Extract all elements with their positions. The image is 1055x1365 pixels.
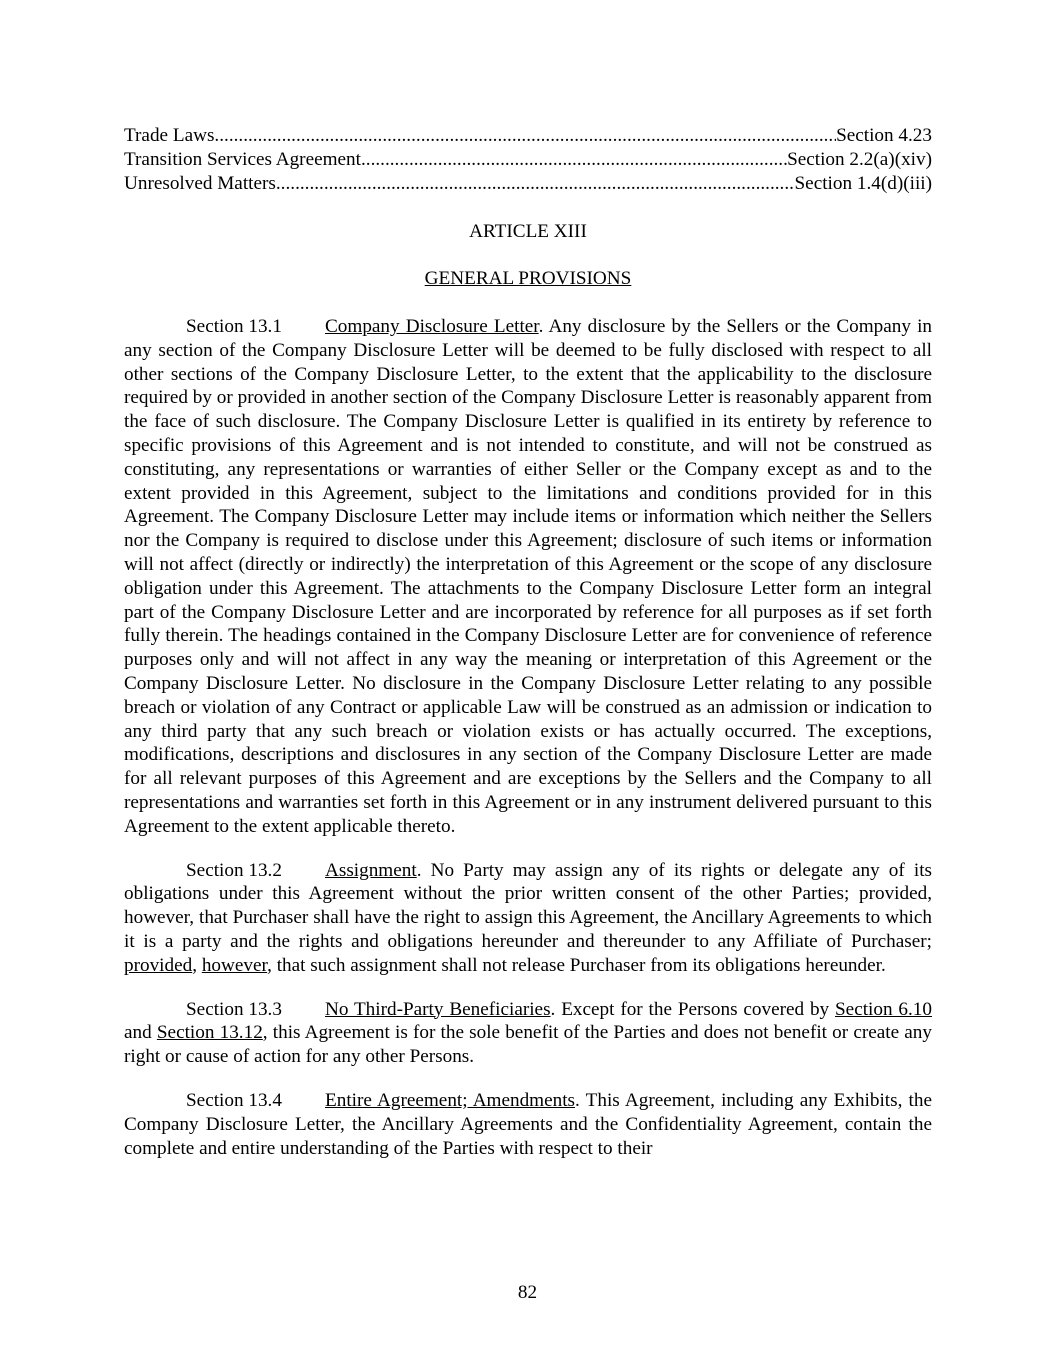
toc-term: Transition Services Agreement bbox=[124, 149, 361, 170]
section-13-2 bbox=[124, 859, 932, 978]
provided-term: provided bbox=[124, 954, 193, 976]
section-body: . Any disclosure by the Sellers or the Company in any section of the Company Disclosure Letter will be deemed to be fully disclosed with respect to all other sections of the Company Disclosure Letter, to the extent that the applicability to the disclosure required by or provided in another section of the Company Disclosure Letter is reasonably apparent from the face of such disclosure. The Company Disclosure Letter is qualified in its entirety by reference to specific provisions of this Agreement and is not intended to constitute, and will not be construed as constituting, any representations or warranties of either Seller or the Company except as and to the extent provided in this Agreement, subject to the limitations and conditions provided for in this Agreement. The Company Disclosure Letter may include items or information which neither the Sellers nor the Company is required to disclose under this Agreement; disclosure of such items or information will not affect (directly or indirectly) the interpretation of this Agreement or the scope of any disclosure obligation under this Agreement. The attachments to the Company Disclosure Letter form an integral part of the Company Disclosure Letter and are incorporated by reference for all purposes as if set forth fully therein. The headings contained in the Company Disclosure Letter are for convenience of reference purposes only and will not affect in any way the meaning or interpretation of this Agreement or the Company Disclosure Letter. No disclosure in the Company Disclosure Letter relating to any possible breach or violation of any Contract or applicable Law will be construed as an admission or indication to any third party that any such breach or violation exists or has actually occurred. The exceptions, modifications, descriptions and disclosures in any section of the Company Disclosure Letter are made for all relevant purposes of this Agreement and are exceptions by the Sellers and the Company to all representations and warranties set forth in this Agreement or in any instrument delivered pursuant to this Agreement to the extent applicable thereto. bbox=[124, 316, 932, 837]
page-number: 82 bbox=[517, 1282, 538, 1303]
article-title-wrap bbox=[124, 267, 932, 291]
however-term: however bbox=[201, 954, 268, 976]
section-body: and bbox=[124, 1022, 157, 1044]
document-page bbox=[124, 124, 932, 1160]
toc-reference: Section 2.2(a)(xiv) bbox=[787, 149, 932, 170]
toc-reference: Section 1.4(d)(iii) bbox=[794, 173, 932, 194]
toc-term: Unresolved Matters bbox=[124, 173, 276, 194]
section-number: Section 13.4 bbox=[186, 1089, 282, 1111]
toc-entry bbox=[124, 124, 932, 148]
section-number: Section 13.2 bbox=[186, 859, 282, 881]
article-title: GENERAL PROVISIONS bbox=[424, 268, 632, 289]
dot-leader bbox=[214, 124, 836, 148]
section-number: Section 13.1 bbox=[186, 316, 282, 337]
section-13-3 bbox=[124, 998, 932, 1069]
section-cross-reference: Section 13.12 bbox=[156, 1022, 263, 1044]
section-cross-reference: Section 6.10 bbox=[835, 998, 932, 1020]
toc-term: Trade Laws bbox=[124, 125, 215, 146]
section-body: . Except for the Persons covered by bbox=[550, 998, 835, 1020]
section-body: . No Party may assign any of its rights or delegate any of its obligations under this Agreement without the prior written consent of the other Parties; provided, however, that Purchaser shall have the right to assign this Agreement, the Ancillary Agreements to which it is a party and the rights and obligations hereunder and thereunder to any Affiliate of Purchaser; bbox=[124, 859, 932, 952]
section-13-1 bbox=[124, 315, 932, 839]
section-heading: Entire Agreement; Amendments bbox=[325, 1089, 576, 1111]
section-heading: No Third-Party Beneficiaries bbox=[325, 998, 551, 1020]
dot-leader bbox=[276, 172, 795, 196]
section-number: Section 13.3 bbox=[186, 998, 282, 1020]
section-body: , this Agreement is for the sole benefit of the Parties and does not benefit or create any right or cause of action for any other Persons. bbox=[124, 1022, 932, 1068]
section-body: , that such assignment shall not release Purchaser from its obligations hereunder. bbox=[267, 954, 886, 976]
toc-entry bbox=[124, 172, 932, 196]
section-body: . This Agreement, including any Exhibits, the Company Disclosure Letter, the Ancillary Agreements and the Confidentiality Agreement, contain the complete and entire understanding of the Parties with respect to their bbox=[124, 1089, 933, 1159]
section-heading: Company Disclosure Letter bbox=[325, 316, 539, 337]
section-13-4 bbox=[124, 1089, 932, 1160]
section-heading: Assignment bbox=[325, 859, 417, 881]
dot-leader bbox=[361, 148, 787, 172]
section-body: , bbox=[192, 954, 202, 976]
toc-entry bbox=[124, 148, 932, 172]
article-number: ARTICLE XIII bbox=[469, 221, 587, 242]
toc-reference: Section 4.23 bbox=[836, 125, 932, 146]
definitions-index bbox=[124, 124, 932, 196]
